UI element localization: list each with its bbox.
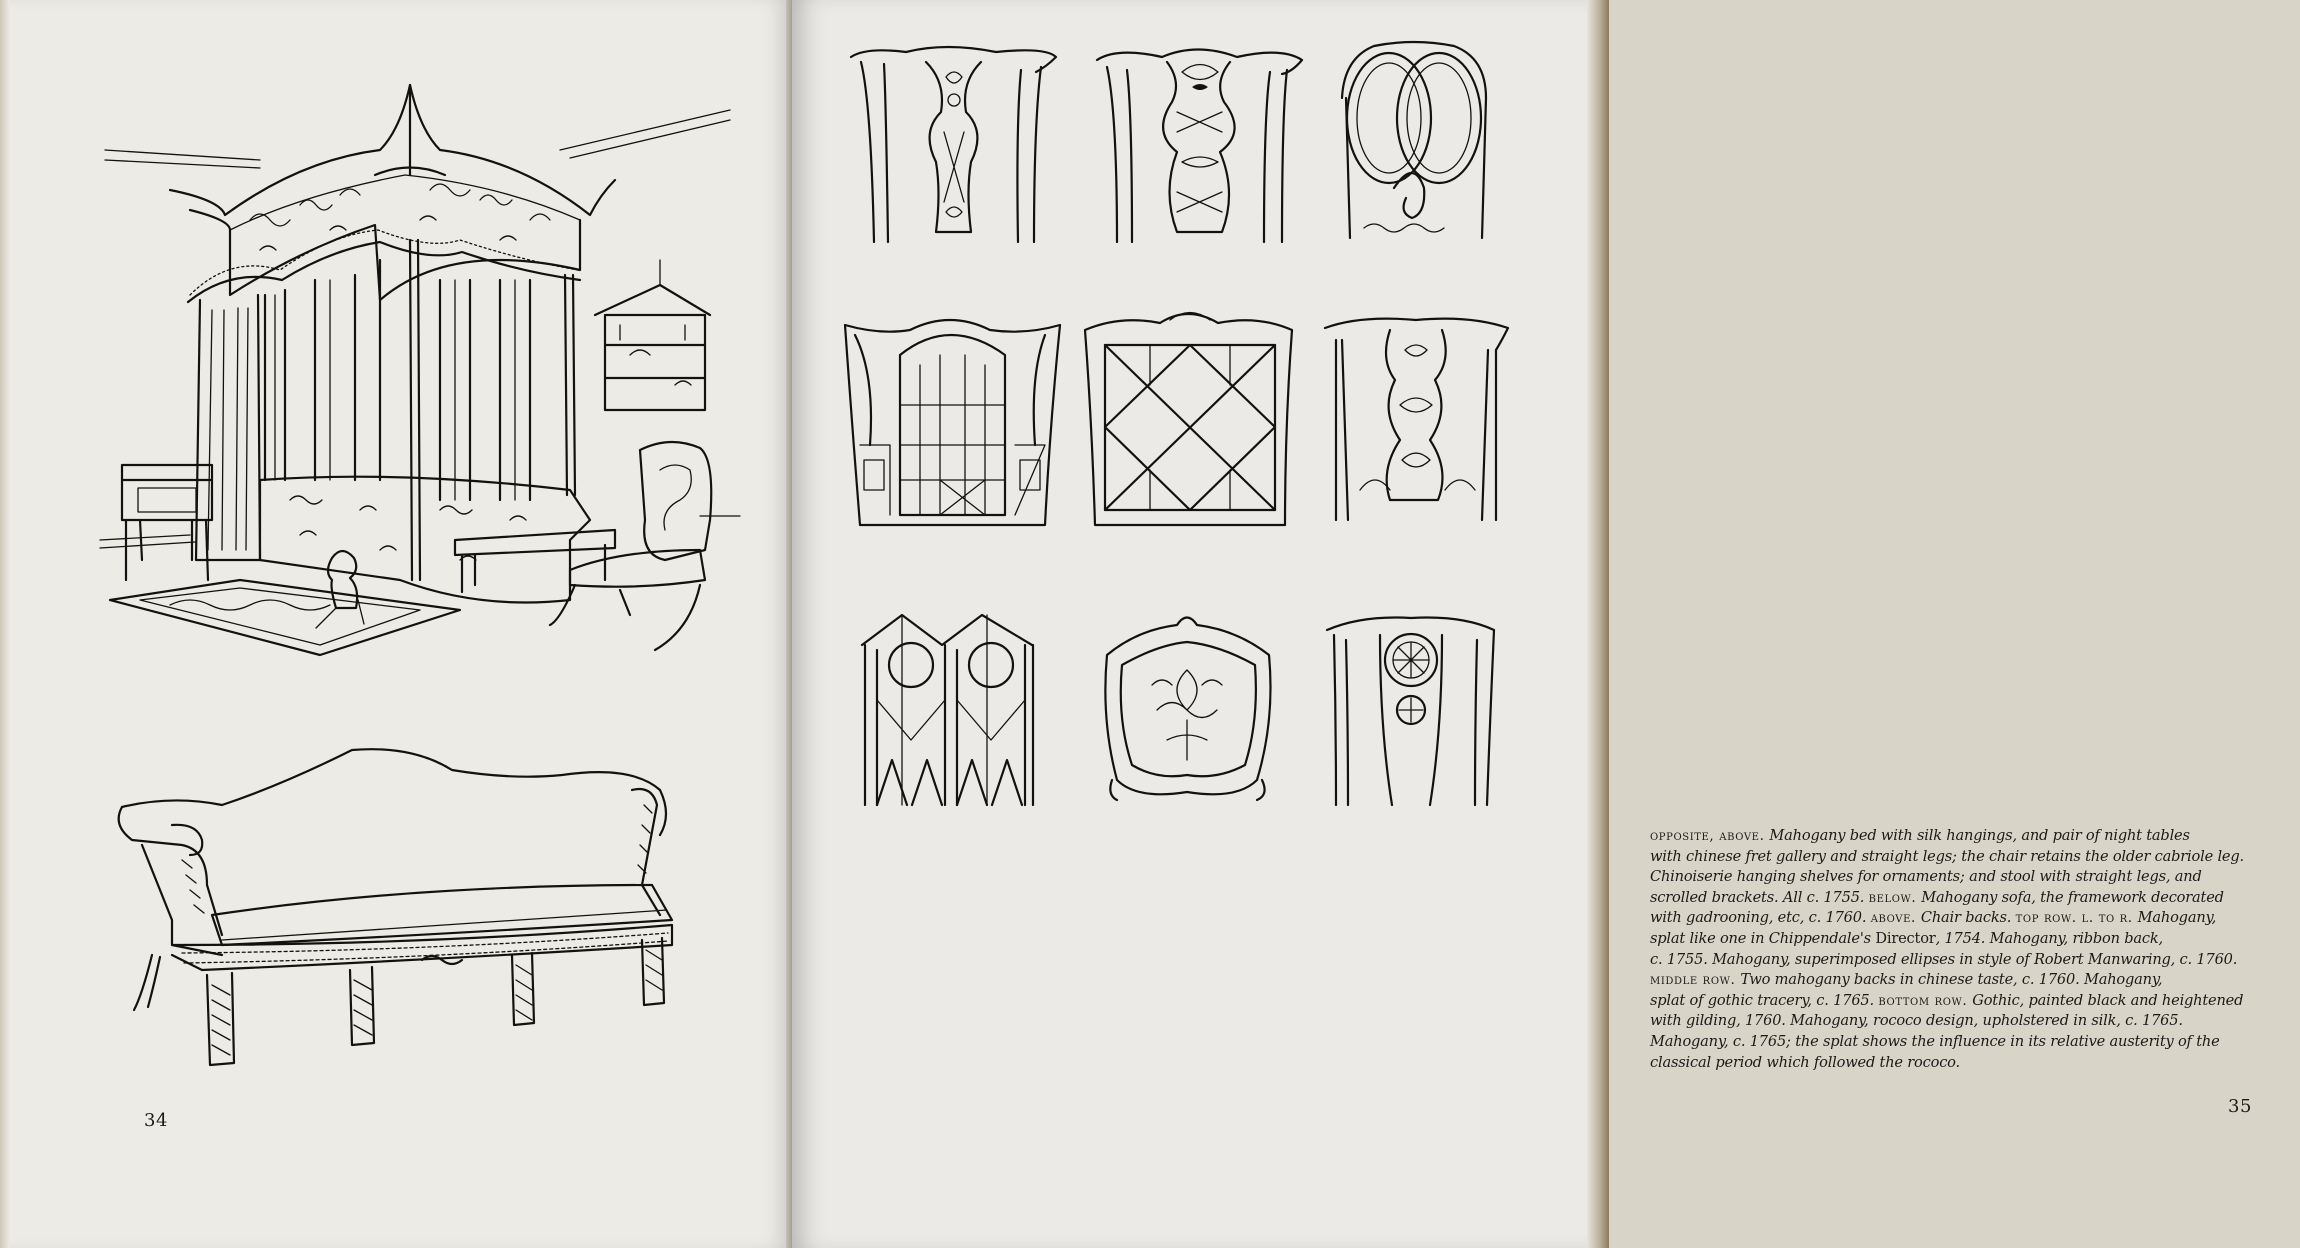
caption-line [1650, 991, 2300, 1012]
caption-segment: opposite, above. [1650, 828, 1770, 844]
caption-segment: Mahogany, [2137, 909, 2217, 927]
caption-segment: scrolled brackets. All c. 1755. [1650, 888, 1869, 906]
caption-line [1650, 950, 2300, 971]
left-page [0, 0, 792, 1248]
caption-segment: below. [1868, 889, 1922, 906]
caption-segment: Mahogany bed with silk hangings, and pair of night tables [1769, 827, 2190, 844]
caption-segment: with gilding, 1760. Mahogany, rococo design, upholstered in silk, c. 1765. [1650, 1012, 2183, 1030]
right-page [792, 0, 2252, 1248]
caption-line [1650, 888, 2300, 909]
caption-line [1650, 908, 2300, 929]
caption-line [1650, 929, 2300, 950]
caption-segment: top row. l. to r. [2015, 910, 2138, 927]
caption-segment: middle row. [1650, 972, 1741, 989]
page-number-left: 34 [144, 1110, 168, 1131]
page-number-right: 35 [2228, 1096, 2252, 1117]
sofa-illustration [112, 745, 692, 1090]
caption-segment: above. [1870, 910, 1921, 927]
caption-line [1650, 1011, 2300, 1032]
caption-segment: c. 1755. Mahogany, superimposed ellipses in style of Robert Manwaring, c. 1760. [1650, 950, 2238, 968]
chair-back-ribbon [1092, 42, 1307, 247]
chair-back-chinese-fret [1080, 305, 1298, 530]
caption-segment: splat of gothic tracery, c. 1765. [1650, 991, 1879, 1009]
caption-line [1650, 847, 2300, 868]
caption-segment: , 1754. Mahogany, ribbon back, [1935, 929, 2163, 947]
caption-segment: classical period which followed the rococo. [1650, 1053, 1960, 1071]
chair-back-gothic-painted [857, 610, 1040, 810]
caption-segment: bottom row. [1878, 992, 1973, 1009]
caption-line [1650, 1053, 2300, 1074]
caption-segment: Mahogany sofa, the framework decorated [1921, 888, 2224, 906]
page-edge-left [0, 0, 10, 1248]
caption-line [1650, 1032, 2300, 1053]
caption-line [1650, 970, 2300, 991]
bedroom-scene-illustration [100, 80, 760, 680]
figure-caption [1650, 826, 2300, 1073]
caption-segment: with chinese fret gallery and straight legs; the chair retains the older cabriole leg. [1650, 847, 2244, 865]
caption-segment: Two mahogany backs in chinese taste, c. 1760. Mahogany, [1740, 971, 2163, 989]
caption-line [1650, 826, 2300, 847]
chair-back-wheel-splat [1322, 610, 1500, 810]
chair-back-ellipses [1334, 38, 1494, 243]
caption-segment: Mahogany, c. 1765; the splat shows the influence in its relative austerity of the [1650, 1032, 2220, 1050]
caption-segment: Gothic, painted black and heightened [1972, 991, 2244, 1009]
chair-back-pierced-splat [846, 42, 1061, 247]
caption-segment: Chair backs. [1920, 909, 2016, 927]
page-edge-right [1587, 0, 1609, 1248]
chair-back-chinese-gothic [840, 315, 1065, 533]
chair-back-rococo-upholstered [1097, 610, 1279, 805]
caption-segment: splat like one in Chippendale's [1650, 929, 1876, 947]
chair-back-gothic-tracery [1320, 310, 1512, 532]
caption-line [1650, 867, 2300, 888]
caption-segment: Director [1875, 929, 1936, 947]
caption-segment: Chinoiserie hanging shelves for ornaments; and stool with straight legs, and [1650, 868, 2202, 886]
caption-segment: with gadrooning, etc, c. 1760. [1650, 909, 1871, 927]
